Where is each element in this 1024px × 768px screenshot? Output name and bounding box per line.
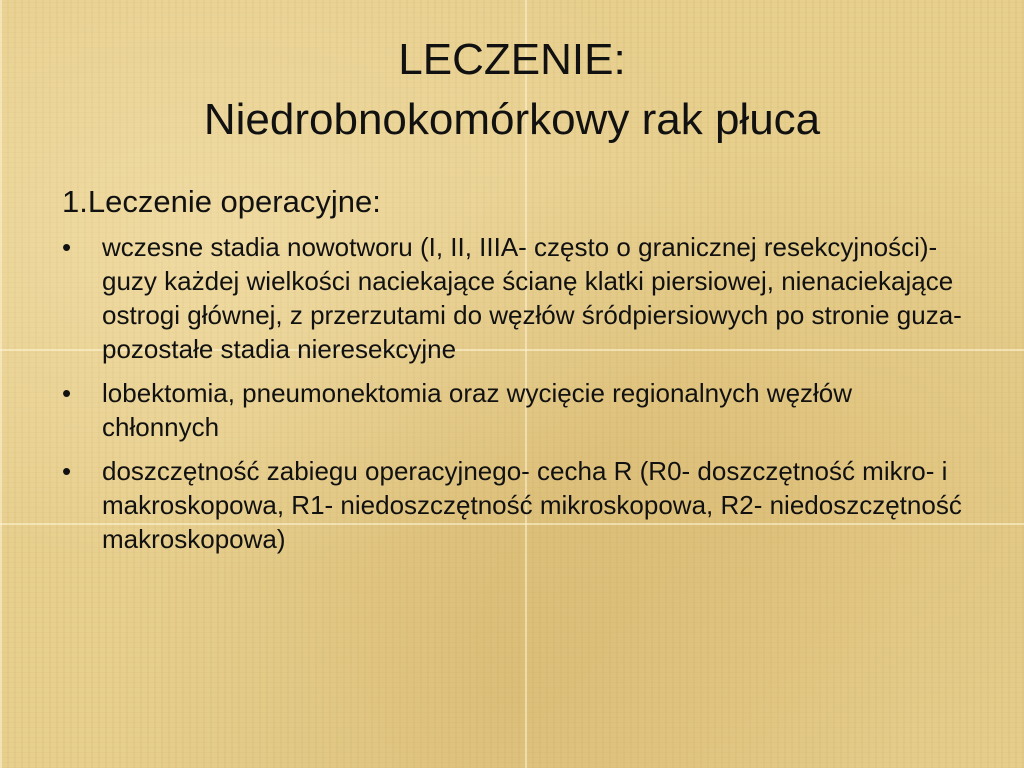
slide-title-line2: Niedrobnokomórkowy rak płuca: [203, 95, 821, 144]
bullet-item: [62, 454, 967, 556]
bullet-text: wczesne stadia nowotworu (I, II, IIIA- często o granicznej resekcyjności)- guzy każdej wielkości naciekające ścianę klatki piersiowej, nienaciekające ostrogi głównej, z przerzutami do węzłów śródpiersiowych po stronie guza- pozostałe stadia nieresekcyjne: [102, 232, 962, 364]
bullet-point-icon: •: [62, 378, 72, 408]
slide-title-line1: LECZENIE:: [398, 35, 626, 84]
bullet-list: [62, 230, 967, 556]
slide-title: [60, 30, 964, 150]
bullet-text: doszczętność zabiegu operacyjnego- cecha R (R0- doszczętność mikro- i makroskopowa, R1- niedoszczętność mikroskopowa, R2- niedoszczętność makroskopowa): [102, 456, 962, 554]
bullet-text: lobektomia, pneumonektomia oraz wycięcie regionalnych węzłów chłonnych: [102, 378, 853, 442]
bullet-item: [62, 376, 967, 444]
bullet-point-icon: •: [62, 232, 72, 262]
bullet-point-icon: •: [62, 456, 72, 486]
bullet-item: [62, 230, 967, 366]
slide-content: [62, 178, 967, 566]
texture-seam: [0, 0, 2, 768]
section-heading: 1.Leczenie operacyjne:: [62, 184, 381, 219]
